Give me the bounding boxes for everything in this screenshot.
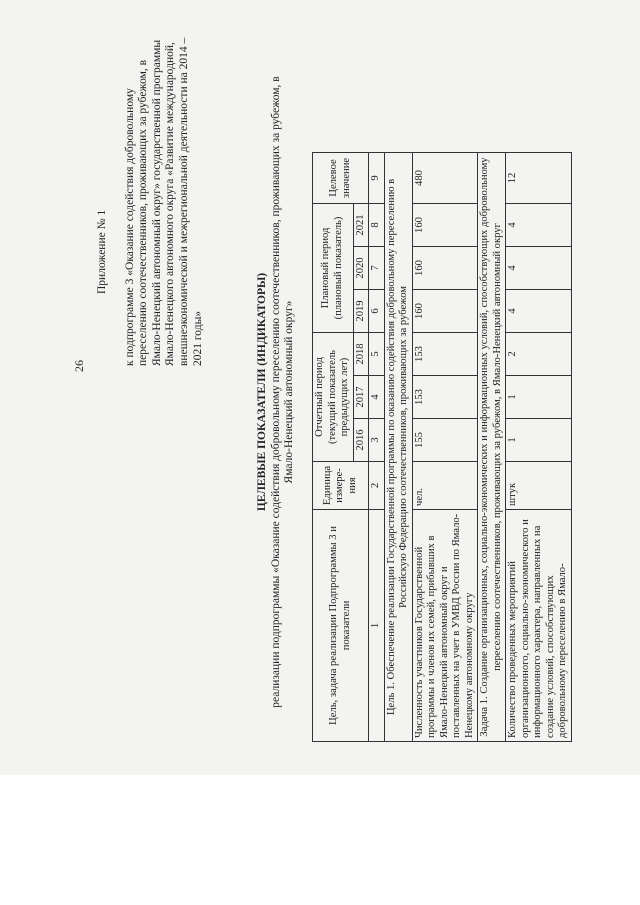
column-number-row <box>369 153 385 742</box>
appendix-title: Приложение № 1 <box>96 209 108 294</box>
indicator-value: 4 <box>506 204 572 247</box>
year-cell: 2021 <box>353 204 369 247</box>
indicator-value: 1 <box>506 376 572 419</box>
year-cell: 2020 <box>353 247 369 290</box>
indicator-value: 153 <box>412 376 478 419</box>
table-row <box>506 153 572 742</box>
column-number: 7 <box>369 247 385 290</box>
indicator-value: 4 <box>506 290 572 333</box>
page-number: 26 <box>72 360 86 372</box>
header-goal: Цель, задача реализации Подпрограммы 3 и показатели <box>313 510 369 742</box>
document-heading <box>256 12 297 772</box>
task-1: Задача 1. Создание организационных, социально-экономических и информационных условий, способствующих добровольному переселению соотечественников, проживающих за рубежом, в Ямало-Ненецкий автономный округ <box>478 153 506 742</box>
header-report-period: Отчетный период (текущий показатель предыдущих лет) <box>313 333 354 462</box>
header-plan-period: Плановый период (плановый показатель) <box>313 204 354 333</box>
indicator-name: Количество проведенных мероприятий организационного, социально-экономического и информационного характера, направленных на создание условий, способствующих добровольному переселению в Ямало- <box>506 510 572 742</box>
column-number: 5 <box>369 333 385 376</box>
column-number: 2 <box>369 462 385 510</box>
indicator-value: 4 <box>506 247 572 290</box>
indicator-name: Численность участников Государственной программы и членов их семей, прибывших в Ямало-Ненецкий автономный округ и поставленных на учет в УМВД России по Ямало-Ненецкому автономному округу <box>412 510 478 742</box>
table-row <box>412 153 478 742</box>
indicator-value: 155 <box>412 419 478 462</box>
indicator-target: 12 <box>506 153 572 204</box>
heading-title: ЦЕЛЕВЫЕ ПОКАЗАТЕЛИ (ИНДИКАТОРЫ) <box>256 272 268 512</box>
column-number: 6 <box>369 290 385 333</box>
year-cell: 2019 <box>353 290 369 333</box>
goal-row <box>384 153 412 742</box>
heading-subtitle: реализации подпрограммы «Оказание содействия добровольному переселению соотечественников, проживающих за рубежом, в Ямало-Ненецкий автономный округ» <box>269 76 295 708</box>
header-unit: Единица измере-ния <box>313 462 369 510</box>
goal-1: Цель 1. Обеспечение реализации Государственной программы по оказанию содействия добровольному переселению в Российскую Федерацию соотечественников, проживающих за рубежом <box>384 153 412 742</box>
column-number: 9 <box>369 153 385 204</box>
column-number: 3 <box>369 419 385 462</box>
indicator-value: 153 <box>412 333 478 376</box>
indicator-value: 160 <box>412 247 478 290</box>
year-cell: 2017 <box>353 376 369 419</box>
task-row <box>478 153 506 742</box>
header-target: Целевое значение <box>313 153 369 204</box>
indicator-unit: штук <box>506 462 572 510</box>
indicator-unit: чел. <box>412 462 478 510</box>
appendix-text: к подпрограмме 3 «Оказание содействия добровольному переселению соотечественников, проживающих за рубежом, в Ямало-Ненецкий автономный округ» государственной программы Ямало-Ненецкого автономного округа «Развитие международной, внешнеэкономической и межрегиональной деятельности на 2014 – 2021 годы» <box>123 37 204 366</box>
indicator-value: 1 <box>506 419 572 462</box>
indicator-target: 480 <box>412 153 478 204</box>
year-cell: 2018 <box>353 333 369 376</box>
year-cell: 2016 <box>353 419 369 462</box>
appendix-note <box>96 36 205 366</box>
indicators-table <box>312 152 572 742</box>
column-number: 4 <box>369 376 385 419</box>
indicator-value: 160 <box>412 290 478 333</box>
column-number: 1 <box>369 510 385 742</box>
indicator-value: 160 <box>412 204 478 247</box>
column-number: 8 <box>369 204 385 247</box>
header-row <box>313 153 354 742</box>
indicator-value: 2 <box>506 333 572 376</box>
